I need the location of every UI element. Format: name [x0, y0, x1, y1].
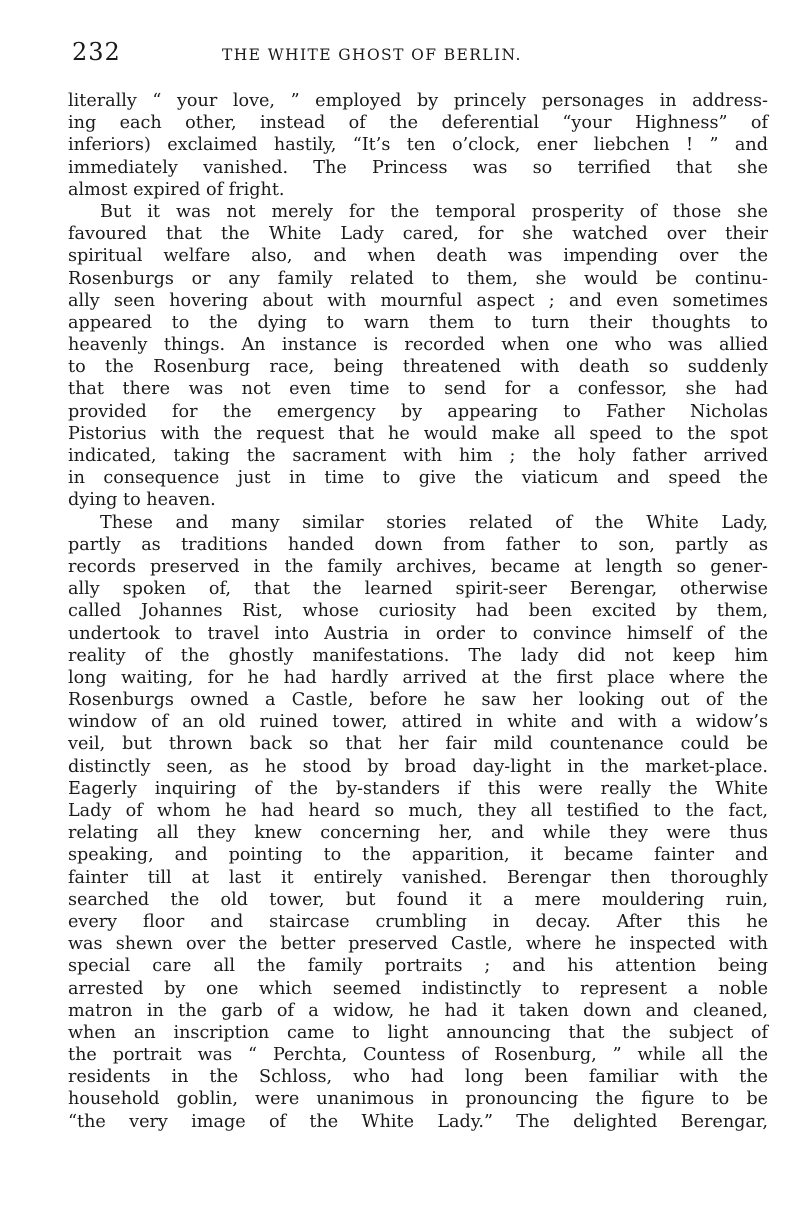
text-line: inferiors) exclaimed hastily, “It’s ten o’clock, ener liebchen ! ” and	[68, 135, 768, 156]
text-line: But it was not merely for the temporal prosperity of those she	[100, 201, 768, 222]
text-line: Pistorius with the request that he would make all speed to the spot	[68, 423, 768, 444]
text-line: in consequence just in time to give the viaticum and speed the	[68, 468, 768, 489]
text-line: arrested by one which seemed indistinctly to represent a noble	[68, 978, 768, 999]
text-line: fainter till at last it entirely vanished. Berengar then thoroughly	[68, 867, 768, 888]
text-line: the portrait was “ Perchta, Countess of Rosenburg, ” while all the	[68, 1045, 768, 1066]
text-line: household goblin, were unanimous in pronouncing the figure to be	[68, 1089, 768, 1110]
text-line: Eagerly inquiring of the by-standers if this were really the White	[68, 778, 768, 799]
text-line: Rosenburgs owned a Castle, before he saw her looking out of the	[68, 690, 768, 711]
text-line: “the very image of the White Lady.” The delighted Berengar,	[68, 1111, 768, 1132]
text-line: ally spoken of, that the learned spirit-seer Berengar, otherwise	[68, 579, 768, 600]
running-title: THE WHITE GHOST OF BERLIN.	[222, 46, 522, 64]
text-line: literally “ your love, ” employed by princely personages in address-	[68, 91, 768, 111]
text-line: immediately vanished. The Princess was so terrified that she	[68, 157, 768, 178]
text-line: was shewn over the better preserved Castle, where he inspected with	[68, 934, 768, 955]
text-line: ally seen hovering about with mournful aspect ; and even sometimes	[68, 290, 768, 311]
text-line: veil, but thrown back so that her fair mild countenance could be	[68, 734, 768, 755]
text-line: residents in the Schloss, who had long been familiar with the	[68, 1067, 768, 1088]
text-line: These and many similar stories related of the White Lady,	[100, 512, 768, 533]
text-line: that there was not even time to send for a confessor, she had	[68, 379, 768, 400]
page-header	[72, 38, 767, 70]
text-line: long waiting, for he had hardly arrived at the first place where the	[68, 667, 768, 688]
text-line: when an inscription came to light announcing that the subject of	[68, 1022, 768, 1043]
text-line: dying to heaven.	[68, 490, 216, 511]
text-line: undertook to travel into Austria in order to convince himself of the	[68, 623, 768, 644]
text-line: indicated, taking the sacrament with him ; the holy father arrived	[68, 446, 768, 466]
text-line: spiritual welfare also, and when death was impending over the	[68, 246, 768, 267]
text-line: to the Rosenburg race, being threatened with death so suddenly	[68, 357, 768, 378]
text-line: every floor and staircase crumbling in decay. After this he	[68, 911, 768, 932]
text-line: Lady of whom he had heard so much, they all testified to the fact,	[68, 801, 768, 821]
text-line: special care all the family portraits ; and his attention being	[68, 956, 768, 977]
text-line: provided for the emergency by appearing to Father Nicholas	[68, 401, 768, 422]
text-line: almost expired of fright.	[68, 179, 285, 200]
text-line: records preserved in the family archives, became at length so gener-	[68, 556, 768, 577]
text-line: appeared to the dying to warn them to turn their thoughts to	[68, 312, 768, 333]
text-line: partly as traditions handed down from father to son, partly as	[68, 534, 768, 555]
text-line: searched the old tower, but found it a mere mouldering ruin,	[68, 889, 768, 910]
text-line: reality of the ghostly manifestations. The lady did not keep him	[68, 645, 768, 666]
text-line: matron in the garb of a widow, he had it taken down and cleaned,	[68, 1000, 768, 1021]
text-line: speaking, and pointing to the apparition, it became fainter and	[68, 845, 768, 866]
page-number: 232	[72, 38, 121, 66]
text-line: called Johannes Rist, whose curiosity had been excited by them,	[68, 601, 768, 622]
text-line: Rosenburgs or any family related to them, she would be continu-	[68, 268, 768, 289]
text-line: ing each other, instead of the deferential “your Highness” of	[68, 113, 768, 134]
body-text	[68, 90, 768, 1133]
text-line: favoured that the White Lady cared, for she watched over their	[68, 224, 768, 245]
text-line: relating all they knew concerning her, and while they were thus	[68, 823, 768, 844]
text-line: distinctly seen, as he stood by broad day-light in the market-place.	[68, 756, 768, 777]
text-line: window of an old ruined tower, attired in white and with a widow’s	[68, 712, 768, 733]
text-line: heavenly things. An instance is recorded when one who was allied	[68, 335, 768, 356]
